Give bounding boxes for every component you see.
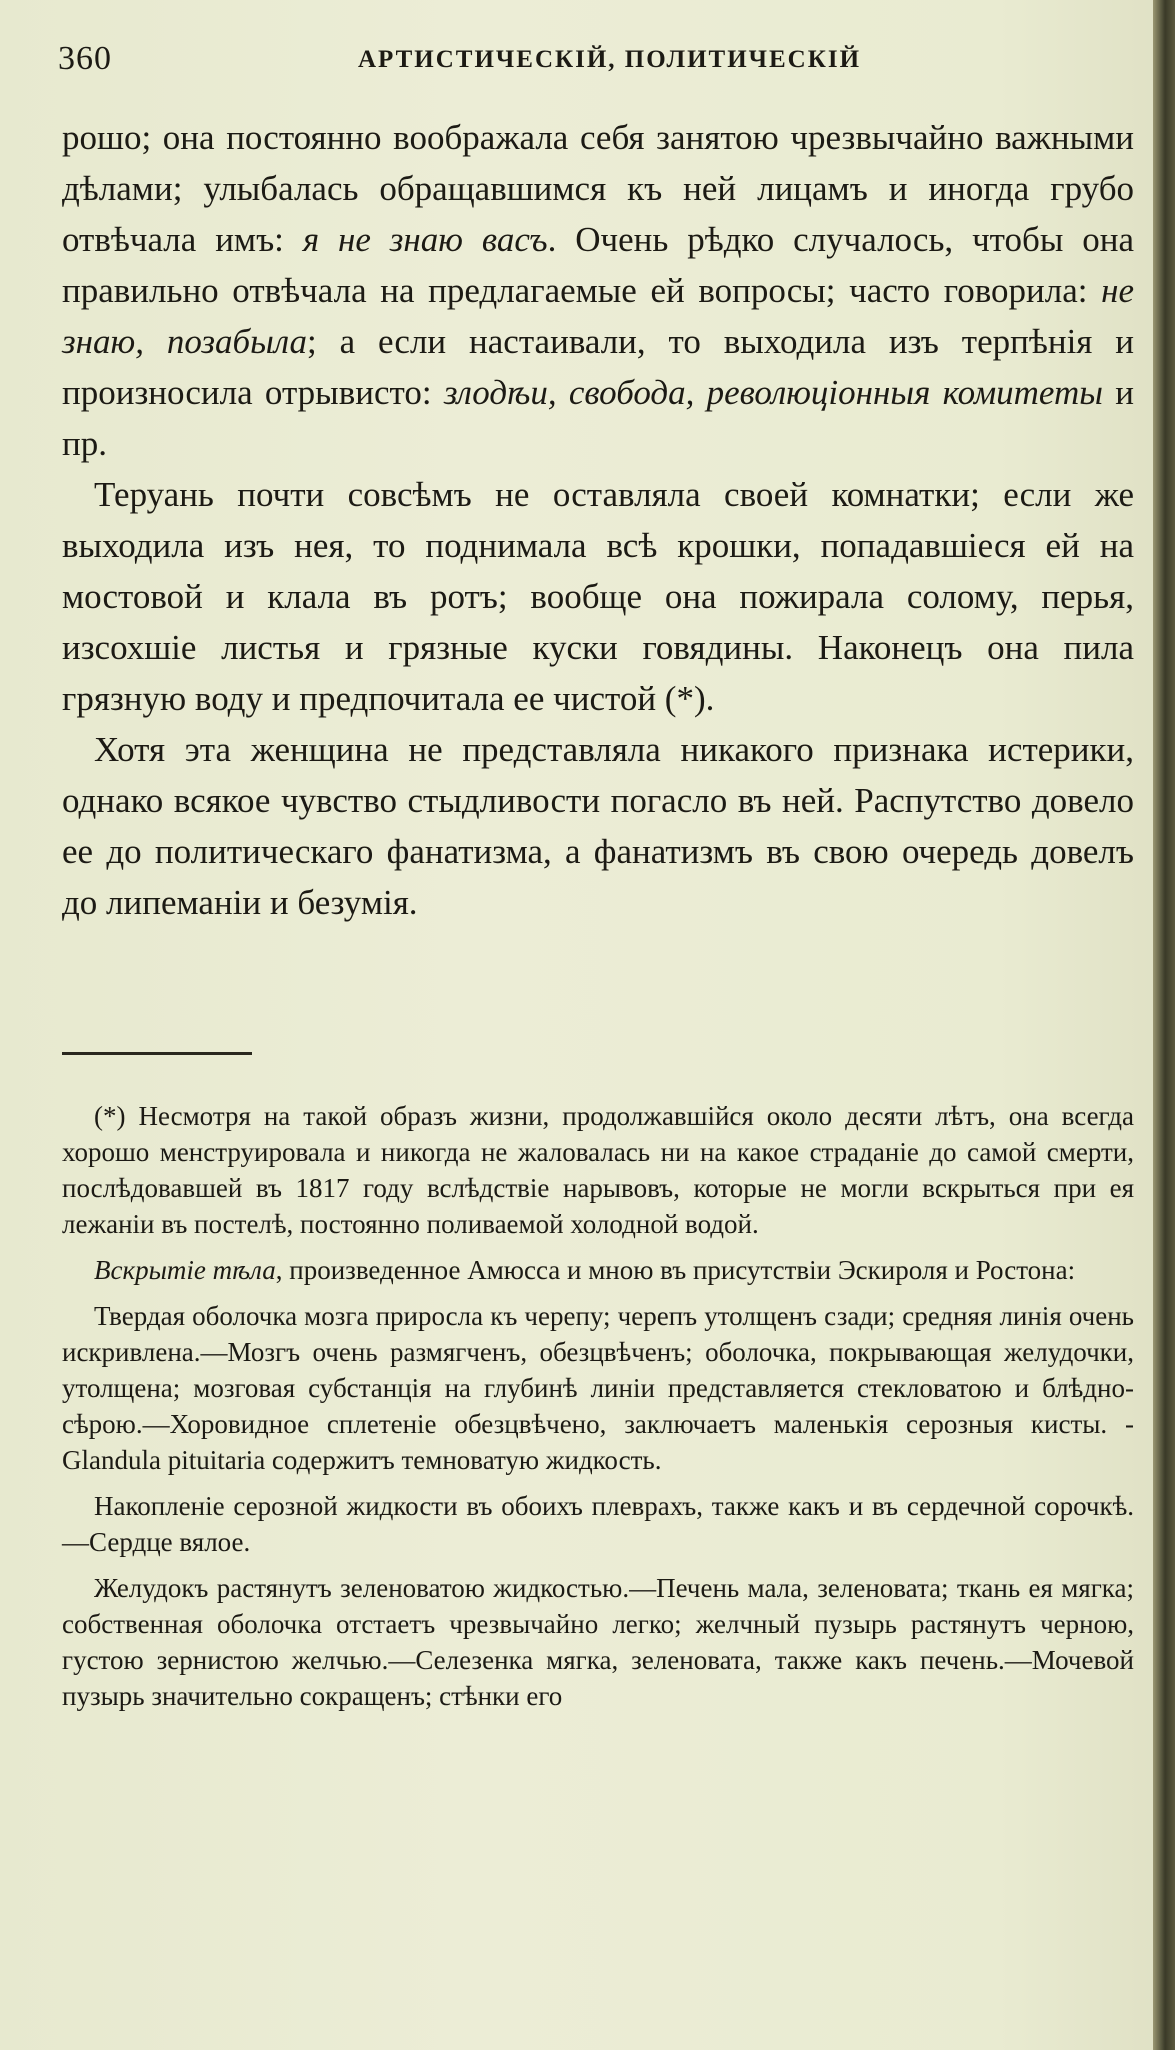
footnotes bbox=[62, 1098, 1134, 1724]
footnote-4: Накопленіе серозной жидкости въ обоихъ плеврахъ, также какъ и въ сердечной сорочкѣ.—Сердце вялое. bbox=[62, 1491, 1134, 1557]
book-spine-shadow bbox=[1153, 0, 1175, 2050]
paragraph-1 bbox=[62, 112, 1134, 469]
footnote-1: (*) Несмотря на такой образъ жизни, продолжавшійся около десяти лѣтъ, она всегда хорошо менструировала и никогда не жаловалась ни на какое страданіе до самой смерти, послѣдовавшей въ 1817 году вслѣдствіе нарывовъ, которые не могли вскрыться при ея лежаніи въ постелѣ, постоянно поливаемой холодной водой. bbox=[62, 1101, 1134, 1239]
page-number: 360 bbox=[58, 40, 112, 77]
footnote-5: Желудокъ растянутъ зеленоватою жидкостью.—Печень мала, зеленовата; ткань ея мягка; собственная оболочка отстаетъ чрезвычайно легко; желчный пузырь растянутъ черною, густою зернистою желчью.—Селезенка мягка, зеленовата, также какъ печень.—Мочевой пузырь значительно сокращенъ; стѣнки его bbox=[62, 1573, 1134, 1711]
text-span: и пр. bbox=[62, 373, 1134, 463]
italic-quote: не знаю, позабыла bbox=[62, 271, 1134, 361]
main-text bbox=[62, 112, 1134, 928]
italic-quote: злодѣи, свобода, революціонныя комитеты bbox=[443, 373, 1103, 412]
paragraph-3: Хотя эта женщина не представляла никакого признака истерики, однако всякое чувство стыдливости погасло въ ней. Распутство довело ее до политическаго фанатизма, а фанатизмъ въ свою очередь довелъ до липеманіи и безумія. bbox=[62, 730, 1134, 922]
italic-quote: я не знаю васъ bbox=[302, 220, 548, 259]
text-span: рошо; она постоянно воображала себя занятою чрезвычайно важными дѣлами; улыбалась обращавшимся къ ней лицамъ и иногда грубо отвѣчала имъ: bbox=[62, 118, 1134, 259]
paragraph-2: Теруань почти совсѣмъ не оставляла своей комнатки; если же выходила изъ нея, то поднимала всѣ крошки, попадавшіеся ей на мостовой и клала въ ротъ; вообще она пожирала солому, перья, изсохшіе листья и грязные куски говядины. Наконецъ она пила грязную воду и предпочитала ее чистой (*). bbox=[62, 475, 1134, 718]
text-span: , произведенное Амюсса и мною въ присутствіи Эскироля и Ростона: bbox=[275, 1255, 1076, 1285]
running-head: АРТИСТИЧЕСКІЙ, ПОЛИТИЧЕСКІЙ bbox=[358, 46, 862, 73]
autopsy-heading: Вскрытіе тѣла bbox=[94, 1255, 276, 1285]
footnote-divider bbox=[62, 1052, 252, 1055]
footnote-3: Твердая оболочка мозга приросла къ черепу; черепъ утолщенъ сзади; средняя линія очень искривлена.—Мозгъ очень размягченъ, обезцвѣченъ; оболочка, покрывающая желудочки, утолщена; мозговая субстанція на глубинѣ линіи представляется стекловатою и блѣдно-сѣрою.—Хоровидное сплетеніе обезцвѣчено, заключаетъ маленькія серозныя кисты. -Glandula pituitaria содержитъ темноватую жидкость. bbox=[62, 1301, 1134, 1475]
page-header bbox=[58, 40, 1138, 80]
text-span: ; а если настаивали, то выходила изъ терпѣнія и произносила отрывисто: bbox=[62, 322, 1135, 412]
text-span: . Очень рѣдко случалось, чтобы она правильно отвѣчала на предлагаемые ей вопросы; часто говорила: bbox=[62, 220, 1134, 310]
footnote-2 bbox=[62, 1252, 1134, 1288]
